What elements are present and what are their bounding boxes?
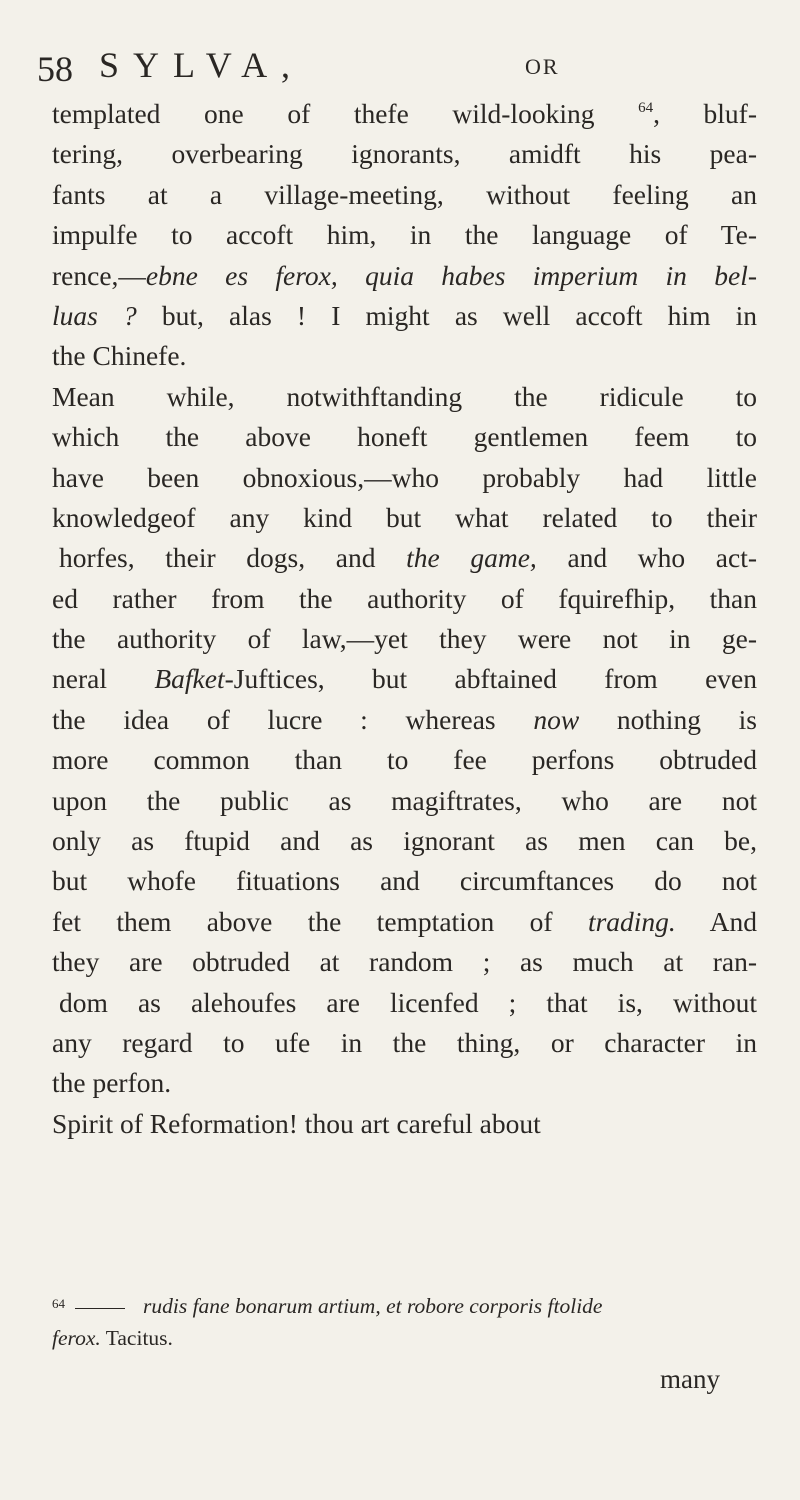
text-line: upon the public as magiftrates, who are not [52, 784, 757, 816]
text-line: more common than to fee perfons obtruded [52, 744, 757, 776]
footnote-line: ferox. Tacitus. [52, 1326, 173, 1350]
footnote-line: $^{64}$ rudis fane bonarum artium, et robore corporis ftolide [52, 1294, 603, 1318]
text-line: the perfon. [52, 1067, 172, 1099]
text-line: horfes, their dogs, and the game, and who act- [59, 542, 757, 574]
text-line: only as ftupid and as ignorant as men can be, [52, 825, 757, 857]
text-line: they are obtruded at random ; as much at ran- [52, 946, 757, 978]
text-line: which the above honeft gentlemen feem to [52, 421, 757, 453]
body-text [52, 94, 757, 1144]
text-line: impulfe to accoft him, in the language of Te- [52, 219, 757, 251]
text-line: templated one of thefe wild-looking $^{64}$, bluf- [52, 98, 757, 129]
text-line: fet them above the temptation of trading. And [52, 905, 757, 937]
text-line: any regard to ufe in the thing, or character in [52, 1026, 757, 1058]
running-header [37, 40, 677, 92]
latin-quote: ebne es ferox, quia habes imperium in bel- [145, 259, 757, 291]
text-line: neral Bafket-Juftices, but abftained from even [52, 663, 757, 695]
running-title: SYLVA, [99, 45, 305, 85]
text-line: the idea of lucre : whereas now nothing is [52, 703, 758, 735]
text-line: dom as alehoufes are licenfed ; that is, without [59, 986, 757, 1018]
text-line: knowledgeof any kind but what related to their [52, 501, 757, 533]
text-line: tering, overbearing ignorants, amidft his pea- [52, 138, 757, 170]
text-line: the authority of law,—yet they were not in ge- [52, 623, 757, 655]
text-line: fants at a village-meeting, without feeling an [52, 178, 757, 210]
footnote-ref: 64 [638, 100, 654, 116]
running-title-suffix: OR [525, 54, 560, 79]
catchword: many [660, 1364, 720, 1394]
text-line: Mean while, notwithftanding the ridicule to [52, 380, 757, 412]
footnote [52, 1290, 757, 1354]
footnote-mark: 64 [52, 1296, 65, 1311]
text-line: have been obnoxious,—who probably had little [52, 461, 757, 493]
text-line: but whofe fituations and circumftances do not [52, 865, 757, 897]
text-line: ed rather from the authority of fquirefhip, than [52, 582, 757, 614]
footnote-dash [75, 1308, 125, 1309]
text-line: luas ? but, alas ! I might as well accoft him in [52, 299, 757, 331]
text-line: rence,—ebne es ferox, quia habes imperium in bel- [52, 259, 757, 291]
text-line: Spirit of Reformation! thou art careful about [52, 1107, 541, 1139]
page-number: 58 [37, 49, 73, 89]
text-line: the Chinefe. [52, 340, 187, 372]
